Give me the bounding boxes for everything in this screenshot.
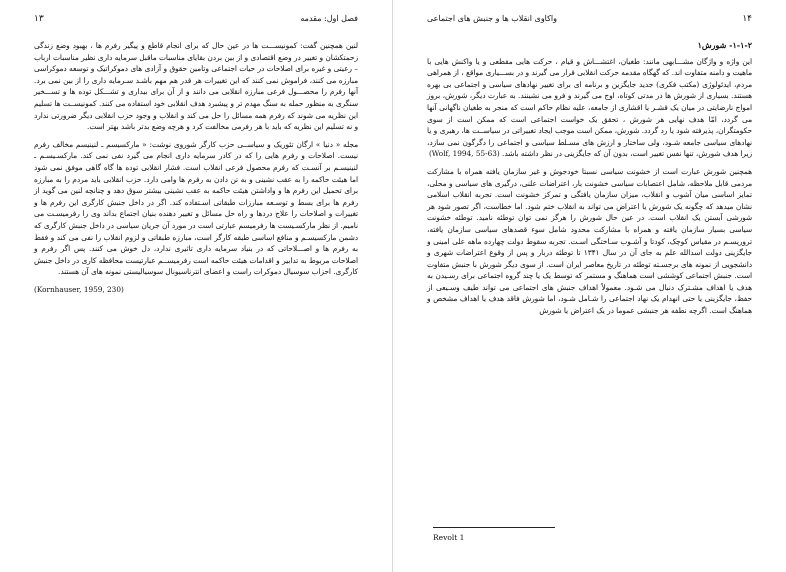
running-title: فصل اول: مقدمه — [300, 14, 358, 23]
paragraph: همچنین شورش عبارت است از خشونت سیاسی نسبتا خودجوش و غیر سازمان یافته همراه با مشارکت مردمی قابل ملاحظه، شامل اعتصابات سیاسی خشونت بار، اعتراضات علنی، درگیری های سیاسی و محلی، تمایز اساسی میان آشوب و انقلاب، میزان سازمان یافتگی و تمرکز خشونت است. تجربه انقلاب اسلامی نشان میدهد که چگونه یک شورش یا اعتراض می تواند به انقلاب ختم شود. اما خطاست، اگر تصور شود هر شورشی آبستن یک انقلاب است. در عین حال شورش را هرگز نمی توان توطئه نامید. توطئه خشونت سیاسی بسیار سازمان یافته و همراه با مشارکت محدود شامل سوء قصدهای سیاسی سازمان یافته، تروریسـم در مقیاس کوچک، کودتا و آشـوب سـاختگی اسـت. تجربه سقوط دولت چهارده ماهه علی امینی و جایگزینی دولت اسدالله علم به جای آن در سال ۱۳۴۱ تا توطئه دربار و پس از وقوع اعتراضات شهری و دانشجویی از نمونه های برجسـته توطئه در تاریخ معاصر ایران است. از سوی دیگر شورش با جنبش متفاوت است. جنبش اجتماعی کوششی است هماهنگ و مستمر که توسط یک یا چند گروه اجتماعی برای رسـیدن به هدف یا اهداف مشـترک دنبال می شـود. معمولاً اهداف جنبش های اجتماعی می تواند طیف وسـیعی از حفظ، جایگزینی یا حتی انهدام یک نهاد اجتماعی را شـامل شـود، اما شورش فاقد هدف یا اهداف مشخص و هماهنگ است. اگرچه نطفه هر جنبشی عموما در یک اعتراض یا شورش — [427, 166, 752, 316]
footnote: Revolt 1 — [433, 533, 465, 542]
paragraph-text: این واژه و واژگان مشـــابهی مانند: طغیان، اغتشـــاش و قیام ، حرکت هایی مقطعی و یا واکنش هایی با ماهیت و دامنه متفاوت اند. که گهگاه مقدمه حرکت انقلابی قرار می گیرند و در بســـیاری مواقع ، از همراهی مردم، ایدئولوژی (مکتب فکری) جدید جایگزین و برنامه ای برای تغییر نهادهای سیاسی و اجتماعی بی بهره هستند. بسیاری از شورش ها در مدتی کوتاه، اوج می گیرند و فرو می نشینند. به عبارت دیگر، شورش، بروز امواج نارضایتی در میان یک قشـر یا اقشاری از جامعه، علیه نظام حاکم است که منجر به طغیان ناگهانی آنها می گردد، امّا هدف نهایی هر شورش ، تحقق یک خواست اجتماعی است که ممکن است از سوی حکومتگران، پذیرفته شود یا رد گردد. شورش، ممکن است موجب ایجاد تغییراتی در سیاســت ها، رهبری و یا نهادهای سیاسی جامعه شـود، ولی ساختار و ارزش های مسـلط سیاسی و اجتماعی را دگرگون نمی سازد، زیرا هدف شورش، تنها نفس تغییر است، بدون آن که جایگزینی در نظر داشته باشد. — [427, 56, 752, 159]
page-number: ۱۴ — [742, 14, 752, 24]
section-heading: ۱-۱-۲- شورش۱ — [697, 40, 752, 50]
running-title: واکاوی انقلاب ها و جنبش های اجتماعی — [427, 14, 558, 23]
right-page-header — [427, 14, 752, 28]
page-number: ۱۳ — [34, 14, 44, 24]
paragraph — [427, 56, 752, 160]
citation: (Wolf, 1994, 55-63) — [428, 149, 500, 159]
right-page — [393, 0, 786, 572]
citation: (Kornhauser, 1959, 230) — [34, 284, 124, 294]
left-page-header — [34, 14, 358, 28]
right-page-body — [427, 40, 752, 323]
paragraph: لنین همچنین گفت: کمونیســـت ها در عین حال که برای انجام قاطع و پیگیر رفرم ها ، بهبود وضع زندگی زحمتکشان و تغییر در وضع اقتصادی و از بین بردن بقایای مناسبات ماقبل سرمایه داری نظیر مناسبات ارباب – رعیتی و غیره برای اصلاحات در حیات اجتماعی وتامین حقوق و آزادی های دموکراتیک و توسعه دموکراسی مبارزه می کنند، فراموش نمی کنند که این تغییرات هر قدر هم مهم باشـد سـرمایه داری را از بین نمی برد. آنها رفرم را محصـــول فرعی مبارزه انقلابی می دانند و از آن برای بیداری و تشـــکل توده ها و تســـخیر سنگری به منظور حمله به سنگ مهدم تر و پیشبرد هدف انقلابی خود استفاده می کنند. کمونیســت ها تسلیم این نظریه می شوند که رفرم همه مسائل را حل می کند و انقلاب و وجود حزب انقلابی دیگر ضرورتی ندارد و نه تسلیم این نظریه که باید با هر رفرمی مخالفت کرد و هرچه وضع بدتر باشد بهتر است. — [34, 41, 358, 132]
paragraph: مجله « دنیا » ارگان تئوریک و سیاســی حزب کارگر شوروی نوشت: « مارکسیسم ـ لنینیسم مخالف رفرم نیست. اصلاحات و رفرم هایی را که در کادر سرمایه داری انجام می گیرد نفی نمی کند. مارکسـیسـم ـ لنینیسـم بر آنسـت که رفرم محصول فرعی انقلاب است. فشار انقلابی توده ها گاه گاهی موفق نمی شود اما هیئت حاکمه را به عقب نشینی و به تن دادن به رفرم ها وامی دارد. حزب انقلابی باید مردم را به مبارزه برای تحمیل این رفرم ها و واداشتن هیئت حاکمه به عقب نشینی بیشتر سوق دهد و چنانچه لنین می گوید از رفرم ها برای بسط و توسـعه مبارزات طبقاتی اسـتفاده کند. اگر در داخل جنبش کارگری این رفرم ها و تغییرات و اصلاحات را علاج دردها و راه حل مسائل و تغییر دهنده بنیان اجتماع بداند وی را رفرمیسـت می نامیم. از نظر مارکسـیست ها رفرمیسم عبارتی است در مورد آن جریان سیاسی در داخل جنبش کارگری که دشمن مارکسیسـم و منافع اساسی طبقه کارگر است، مبارزه طبقاتی و لزوم انقلاب را نفی می کند و فقط به رفرم ها و اصـــلاحاتی که در بنیاد سرمایه داری تاثیری ندارد، دل خوش می کنند. پس اگر رفرم و اصلاحات مربوط به تدابیر و اقدامات هیئت حاکمه است رفرمیســم عبارتیست محافظه کاری در داخل جنبش کارگری. احزاب سوسیال دموکرات راست و اعضای انترناسیونال سوسیالیستی نمونه های آن هستند. — [34, 139, 358, 277]
footnote-divider — [433, 527, 555, 528]
left-page-body — [34, 40, 358, 295]
